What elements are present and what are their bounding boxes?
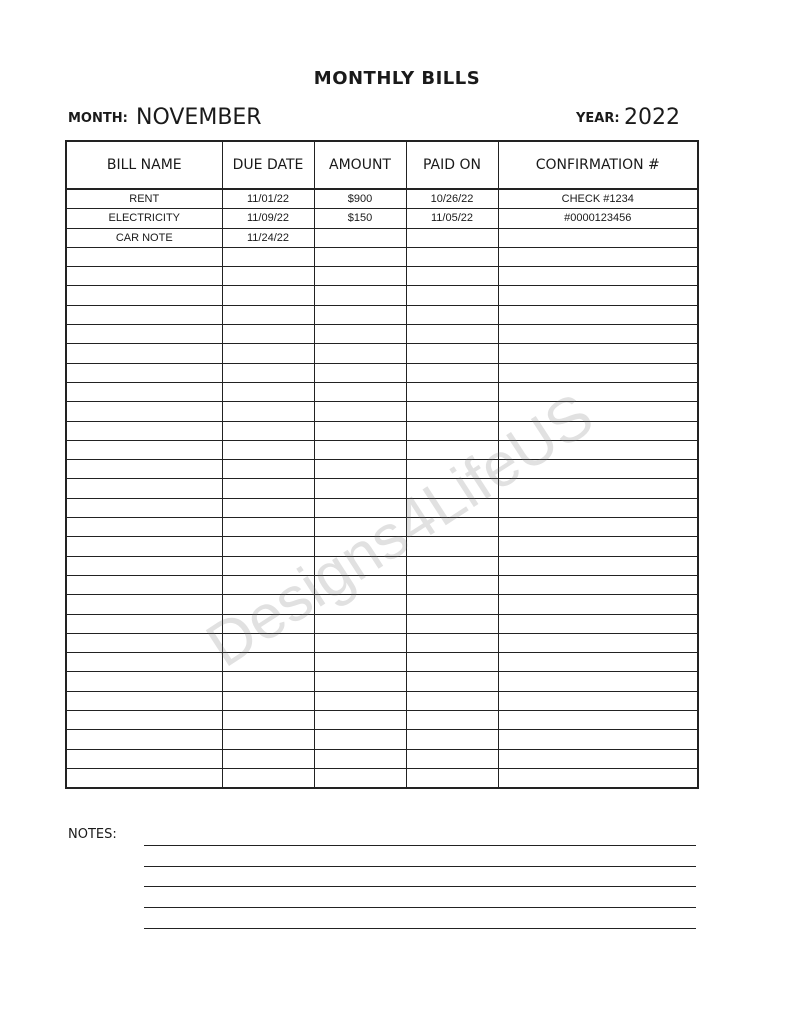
header-confirmation: CONFIRMATION # <box>498 141 698 189</box>
cell-amount[interactable] <box>314 402 406 421</box>
cell-due-date[interactable] <box>222 421 314 440</box>
cell-paid-on[interactable] <box>406 614 498 633</box>
cell-amount[interactable] <box>314 228 406 247</box>
cell-due-date[interactable] <box>222 402 314 421</box>
cell-paid-on[interactable] <box>406 595 498 614</box>
cell-paid-on[interactable] <box>406 711 498 730</box>
notes-line[interactable] <box>144 866 696 867</box>
watermark-text: Designs4LifeUS <box>194 380 606 681</box>
cell-confirmation[interactable] <box>498 363 698 382</box>
year-value[interactable]: 2022 <box>624 105 680 130</box>
table-row <box>66 768 698 788</box>
cell-amount[interactable] <box>314 768 406 788</box>
cell-amount[interactable] <box>314 247 406 266</box>
cell-bill-name[interactable] <box>66 518 222 537</box>
cell-paid-on[interactable] <box>406 460 498 479</box>
cell-bill-name[interactable]: RENT <box>66 189 222 209</box>
cell-confirmation[interactable] <box>498 595 698 614</box>
month-label: MONTH: <box>68 111 128 126</box>
cell-bill-name[interactable] <box>66 305 222 324</box>
bills-table <box>65 140 699 789</box>
table-row <box>66 382 698 401</box>
cell-due-date[interactable] <box>222 653 314 672</box>
table-row <box>66 711 698 730</box>
cell-due-date[interactable] <box>222 691 314 710</box>
cell-due-date[interactable]: 11/09/22 <box>222 209 314 228</box>
cell-bill-name[interactable]: ELECTRICITY <box>66 209 222 228</box>
table-row <box>66 325 698 344</box>
table-row <box>66 749 698 768</box>
page-title: MONTHLY BILLS <box>313 68 481 89</box>
cell-due-date[interactable] <box>222 711 314 730</box>
cell-confirmation[interactable] <box>498 768 698 788</box>
table-row <box>66 421 698 440</box>
cell-confirmation[interactable] <box>498 440 698 459</box>
cell-due-date[interactable] <box>222 614 314 633</box>
table-row <box>66 518 698 537</box>
table-row <box>66 267 698 286</box>
cell-paid-on[interactable] <box>406 749 498 768</box>
table-row <box>66 344 698 363</box>
cell-paid-on[interactable] <box>406 633 498 652</box>
notes-line[interactable] <box>144 845 696 846</box>
cell-due-date[interactable] <box>222 382 314 401</box>
table-row <box>66 653 698 672</box>
cell-bill-name[interactable] <box>66 730 222 749</box>
cell-due-date[interactable] <box>222 749 314 768</box>
cell-confirmation[interactable] <box>498 247 698 266</box>
header-amount: AMOUNT <box>314 141 406 189</box>
cell-amount[interactable] <box>314 614 406 633</box>
cell-bill-name[interactable] <box>66 575 222 594</box>
cell-paid-on[interactable] <box>406 440 498 459</box>
table-row <box>66 228 698 247</box>
table-row <box>66 305 698 324</box>
cell-due-date[interactable] <box>222 305 314 324</box>
cell-bill-name[interactable] <box>66 440 222 459</box>
cell-amount[interactable] <box>314 653 406 672</box>
cell-paid-on[interactable] <box>406 768 498 788</box>
table-row <box>66 286 698 305</box>
cell-amount[interactable] <box>314 440 406 459</box>
cell-confirmation[interactable] <box>498 537 698 556</box>
cell-confirmation[interactable] <box>498 749 698 768</box>
notes-line[interactable] <box>144 907 696 908</box>
header-paid-on: PAID ON <box>406 141 498 189</box>
cell-amount[interactable] <box>314 305 406 324</box>
table-row <box>66 614 698 633</box>
cell-amount[interactable]: $900 <box>314 189 406 209</box>
cell-due-date[interactable] <box>222 247 314 266</box>
cell-amount[interactable] <box>314 556 406 575</box>
cell-due-date[interactable] <box>222 556 314 575</box>
cell-due-date[interactable] <box>222 460 314 479</box>
table-row <box>66 730 698 749</box>
table-row <box>66 537 698 556</box>
bills-body <box>66 189 698 788</box>
cell-amount[interactable] <box>314 382 406 401</box>
cell-amount[interactable] <box>314 344 406 363</box>
cell-amount[interactable]: $150 <box>314 209 406 228</box>
cell-due-date[interactable] <box>222 633 314 652</box>
cell-confirmation[interactable] <box>498 305 698 324</box>
cell-confirmation[interactable]: #0000123456 <box>498 209 698 228</box>
cell-confirmation[interactable] <box>498 267 698 286</box>
cell-confirmation[interactable] <box>498 691 698 710</box>
cell-amount[interactable] <box>314 363 406 382</box>
cell-bill-name[interactable] <box>66 691 222 710</box>
cell-bill-name[interactable] <box>66 595 222 614</box>
cell-confirmation[interactable] <box>498 556 698 575</box>
cell-bill-name[interactable] <box>66 382 222 401</box>
cell-bill-name[interactable] <box>66 614 222 633</box>
cell-paid-on[interactable] <box>406 363 498 382</box>
cell-due-date[interactable] <box>222 325 314 344</box>
cell-paid-on[interactable] <box>406 402 498 421</box>
cell-amount[interactable] <box>314 672 406 691</box>
cell-paid-on[interactable] <box>406 556 498 575</box>
cell-amount[interactable] <box>314 730 406 749</box>
cell-bill-name[interactable] <box>66 537 222 556</box>
table-row <box>66 402 698 421</box>
cell-amount[interactable] <box>314 325 406 344</box>
cell-confirmation[interactable] <box>498 460 698 479</box>
cell-amount[interactable] <box>314 479 406 498</box>
table-row <box>66 691 698 710</box>
table-row <box>66 247 698 266</box>
table-row <box>66 498 698 517</box>
cell-amount[interactable] <box>314 518 406 537</box>
cell-paid-on[interactable] <box>406 518 498 537</box>
cell-confirmation[interactable] <box>498 344 698 363</box>
cell-bill-name[interactable] <box>66 344 222 363</box>
cell-due-date[interactable] <box>222 575 314 594</box>
table-row <box>66 595 698 614</box>
month-value[interactable]: NOVEMBER <box>136 105 262 130</box>
cell-amount[interactable] <box>314 575 406 594</box>
cell-bill-name[interactable] <box>66 267 222 286</box>
cell-amount[interactable] <box>314 421 406 440</box>
cell-confirmation[interactable] <box>498 498 698 517</box>
cell-paid-on[interactable] <box>406 691 498 710</box>
table-row <box>66 575 698 594</box>
cell-confirmation[interactable] <box>498 633 698 652</box>
table-row <box>66 440 698 459</box>
cell-confirmation[interactable]: CHECK #1234 <box>498 189 698 209</box>
cell-due-date[interactable] <box>222 498 314 517</box>
cell-bill-name[interactable] <box>66 749 222 768</box>
cell-paid-on[interactable] <box>406 498 498 517</box>
cell-bill-name[interactable] <box>66 633 222 652</box>
cell-due-date[interactable] <box>222 363 314 382</box>
cell-confirmation[interactable] <box>498 653 698 672</box>
cell-paid-on[interactable] <box>406 286 498 305</box>
cell-bill-name[interactable] <box>66 498 222 517</box>
cell-confirmation[interactable] <box>498 479 698 498</box>
notes-line[interactable] <box>144 886 696 887</box>
cell-paid-on[interactable] <box>406 421 498 440</box>
header-row <box>66 141 698 189</box>
cell-amount[interactable] <box>314 711 406 730</box>
cell-amount[interactable] <box>314 286 406 305</box>
cell-confirmation[interactable] <box>498 518 698 537</box>
cell-amount[interactable] <box>314 537 406 556</box>
cell-paid-on[interactable] <box>406 305 498 324</box>
cell-bill-name[interactable] <box>66 286 222 305</box>
cell-due-date[interactable] <box>222 518 314 537</box>
cell-bill-name[interactable]: CAR NOTE <box>66 228 222 247</box>
cell-paid-on[interactable] <box>406 730 498 749</box>
cell-paid-on[interactable] <box>406 672 498 691</box>
table-row <box>66 189 698 209</box>
table-row <box>66 479 698 498</box>
cell-amount[interactable] <box>314 498 406 517</box>
cell-amount[interactable] <box>314 267 406 286</box>
cell-due-date[interactable] <box>222 537 314 556</box>
cell-paid-on[interactable] <box>406 325 498 344</box>
cell-due-date[interactable] <box>222 286 314 305</box>
cell-confirmation[interactable] <box>498 286 698 305</box>
cell-bill-name[interactable] <box>66 711 222 730</box>
cell-due-date[interactable] <box>222 672 314 691</box>
cell-confirmation[interactable] <box>498 325 698 344</box>
cell-paid-on[interactable]: 11/05/22 <box>406 209 498 228</box>
cell-bill-name[interactable] <box>66 247 222 266</box>
cell-paid-on[interactable]: 10/26/22 <box>406 189 498 209</box>
year-label: YEAR: <box>576 111 620 126</box>
cell-bill-name[interactable] <box>66 479 222 498</box>
cell-bill-name[interactable] <box>66 653 222 672</box>
cell-bill-name[interactable] <box>66 421 222 440</box>
notes-label: NOTES: <box>68 827 117 842</box>
cell-bill-name[interactable] <box>66 402 222 421</box>
table-row <box>66 672 698 691</box>
cell-paid-on[interactable] <box>406 344 498 363</box>
cell-paid-on[interactable] <box>406 267 498 286</box>
table-row <box>66 460 698 479</box>
cell-amount[interactable] <box>314 691 406 710</box>
cell-amount[interactable] <box>314 595 406 614</box>
cell-paid-on[interactable] <box>406 537 498 556</box>
cell-due-date[interactable] <box>222 730 314 749</box>
cell-amount[interactable] <box>314 460 406 479</box>
cell-confirmation[interactable] <box>498 575 698 594</box>
cell-bill-name[interactable] <box>66 672 222 691</box>
cell-paid-on[interactable] <box>406 479 498 498</box>
cell-paid-on[interactable] <box>406 653 498 672</box>
cell-due-date[interactable]: 11/24/22 <box>222 228 314 247</box>
table-row <box>66 556 698 575</box>
header-bill-name: BILL NAME <box>66 141 222 189</box>
cell-due-date[interactable] <box>222 267 314 286</box>
cell-bill-name[interactable] <box>66 363 222 382</box>
cell-bill-name[interactable] <box>66 325 222 344</box>
cell-paid-on[interactable] <box>406 228 498 247</box>
cell-due-date[interactable] <box>222 768 314 788</box>
cell-confirmation[interactable] <box>498 402 698 421</box>
cell-due-date[interactable] <box>222 479 314 498</box>
cell-amount[interactable] <box>314 633 406 652</box>
header-due-date: DUE DATE <box>222 141 314 189</box>
cell-bill-name[interactable] <box>66 768 222 788</box>
cell-confirmation[interactable] <box>498 730 698 749</box>
cell-confirmation[interactable] <box>498 672 698 691</box>
cell-paid-on[interactable] <box>406 247 498 266</box>
notes-line[interactable] <box>144 928 696 929</box>
cell-confirmation[interactable] <box>498 421 698 440</box>
cell-due-date[interactable] <box>222 595 314 614</box>
cell-paid-on[interactable] <box>406 382 498 401</box>
cell-amount[interactable] <box>314 749 406 768</box>
cell-due-date[interactable] <box>222 440 314 459</box>
cell-due-date[interactable] <box>222 344 314 363</box>
cell-bill-name[interactable] <box>66 460 222 479</box>
cell-due-date[interactable]: 11/01/22 <box>222 189 314 209</box>
cell-paid-on[interactable] <box>406 575 498 594</box>
cell-bill-name[interactable] <box>66 556 222 575</box>
table-row <box>66 363 698 382</box>
cell-confirmation[interactable] <box>498 614 698 633</box>
cell-confirmation[interactable] <box>498 382 698 401</box>
cell-confirmation[interactable] <box>498 711 698 730</box>
table-row <box>66 209 698 228</box>
cell-confirmation[interactable] <box>498 228 698 247</box>
table-row <box>66 633 698 652</box>
